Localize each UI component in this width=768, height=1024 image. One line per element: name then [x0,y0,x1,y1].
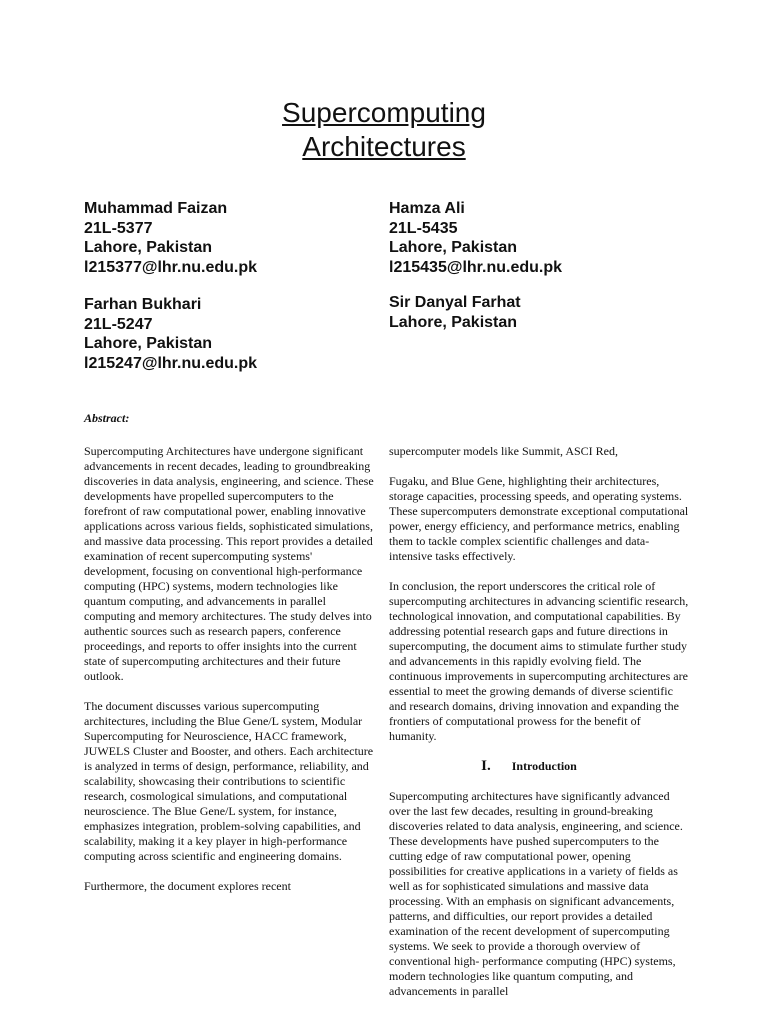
paper-title [0,96,768,164]
author-name: Sir Danyal Farhat [389,294,521,311]
section-number: I. [481,758,491,774]
body-paragraph: Furthermore, the document explores recent [84,879,291,893]
body-paragraph: Supercomputing architectures have significantly advanced over the last few decades, resulting in ground-breaking discoveries related to data analysis, engineering, and science. These developments have pushed supercomputers to the cutting edge of raw computational power, opening possibilities for creative applications in a variety of fields as well as for sophisticated simulations and massive data processing. With an emphasis on significant advancements, patterns, and difficulties, our report provides a detailed examination of the recent development of supercomputing systems. We seek to provide a thorough overview of conventional high- performance computing (HPC) systems, modern technologies like quantum computing, and advancements in parallel [389,789,683,998]
author-block-3 [84,295,257,373]
author-location: Lahore, Pakistan [84,335,213,352]
body-paragraph: Supercomputing Architectures have undergone significant advancements in recent decades, leading to groundbreaking discoveries in data analysis, engineering, and science. These developments have propelled supercomputers to the forefront of raw computational power, enabling innovative applications across various fields, sophisticated simulations, and massive data processing. This report provides a detailed examination of recent supercomputing systems' development, focusing on conventional high-performance computing (HPC) systems, modern technologies like quantum computing, and advancements in parallel computing and memory architectures. The study delves into authentic sources such as research papers, conference proceedings, and reports to offer insights into the current state of supercomputing architectures and their future outlook. [84,444,374,683]
body-paragraph: The document discusses various supercomputing architectures, including the Blue Gene/L system, Modular Supercomputing for Neuroscience, HACC framework, JUWELS Cluster and Booster, and others. Each architecture is analyzed in terms of design, performance, reliability, and scalability, showcasing their contributions to scientific research, cosmological simulations, and computational neuroscience. The Blue Gene/L system, for instance, emphasizes integration, problem-solving capabilities, and scalability, making it a key player in high-performance computing across scientific and engineering domains. [84,699,374,863]
author-id: 21L-5435 [389,219,458,237]
left-text-column [84,444,378,909]
author-name: Muhammad Faizan [84,200,228,217]
author-email: l215247@lhr.nu.edu.pk [84,354,257,372]
section-title: Introduction [511,759,577,773]
section-heading [389,759,689,774]
author-block-1 [84,199,257,277]
author-id: 21L-5377 [84,219,153,237]
author-name: Farhan Bukhari [84,296,202,313]
author-email: l215377@lhr.nu.edu.pk [84,258,257,276]
author-block-4 [389,293,521,332]
body-paragraph: supercomputer models like Summit, ASCI Red, [389,444,618,458]
author-location: Lahore, Pakistan [389,313,518,331]
abstract-label: Abstract: [84,411,130,425]
author-location: Lahore, Pakistan [389,239,518,256]
body-paragraph: Fugaku, and Blue Gene, highlighting their architectures, storage capacities, processing speeds, and operating systems. These supercomputers demonstrate exceptional computational power, energy efficiency, and performance metrics, enabling them to tackle complex scientific challenges and data-intensive tasks effectively. [389,474,689,563]
right-text-column [389,444,689,1014]
author-email: l215435@lhr.nu.edu.pk [389,258,562,276]
author-name: Hamza Ali [389,200,465,217]
author-block-2 [389,199,562,277]
author-location: Lahore, Pakistan [84,239,213,256]
author-id: 21L-5247 [84,315,153,333]
title-line-2: Architectures [302,131,466,162]
body-paragraph: In conclusion, the report underscores the critical role of supercomputing architectures in advancing scientific research, technological innovation, and computational capabilities. By addressing potential research gaps and future directions in supercomputing, the document aims to stimulate further study and advancements in this rapidly evolving field. The continuous improvements in supercomputing architectures are essential to meet the growing demands of diverse scientific and research domains, driving innovation and expanding the frontiers of computational prowess for the benefit of humanity. [389,579,689,743]
title-line-1: Supercomputing [282,97,486,128]
